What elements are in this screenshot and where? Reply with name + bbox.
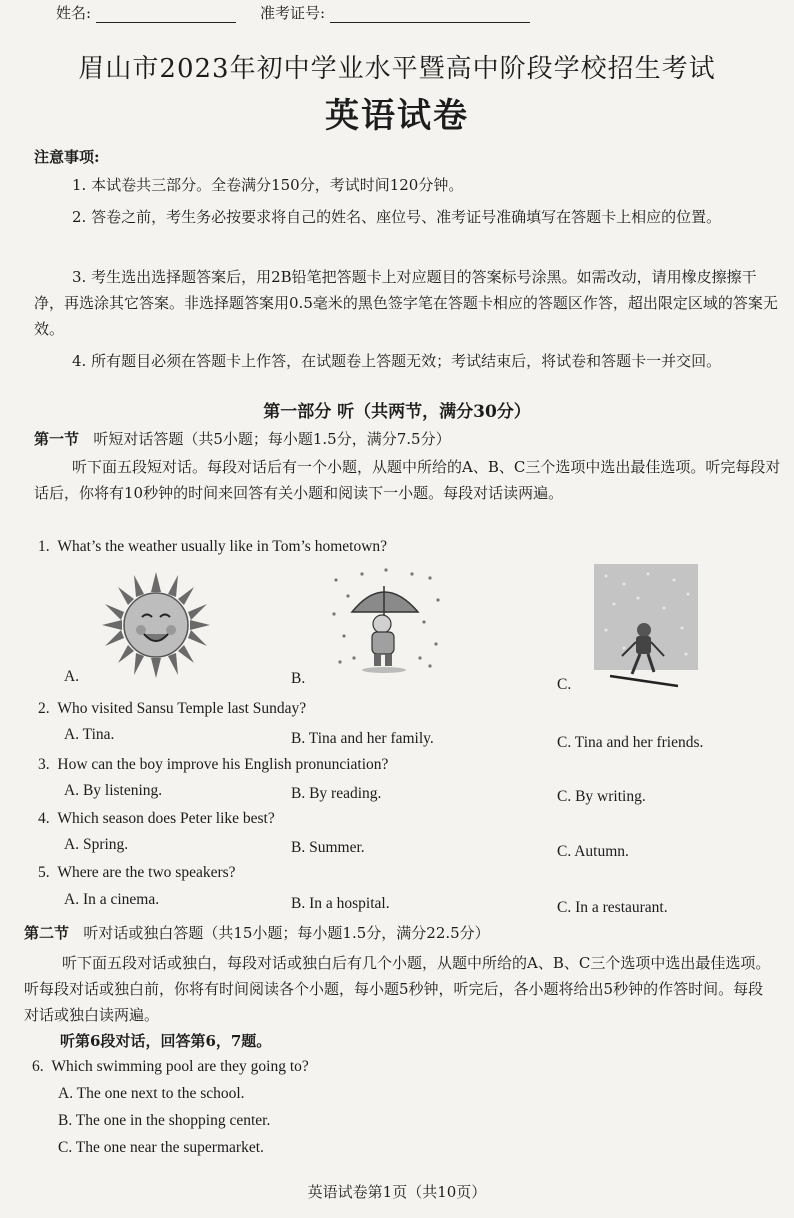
q4-option-b: B. Summer. [291,839,365,856]
exam-id-blank [330,6,530,23]
section1-title: 第一节 听短对话答题（共5小题；每小题1.5分，满分7.5分） [34,430,451,448]
q2-option-b: B. Tina and her family. [291,730,434,747]
q4-option-c: C. Autumn. [557,843,629,860]
section2-instructions: 听下面五段对话或独白，每段对话或独白后有几个小题，从题中所给的A、B、C三个选项中选出最佳选项。听每段对话或独白前，你将有时间阅读各个小题，每小题5秒钟，听完后，各小题将给出5秒钟的作答时间。每段对话或独白读两遍。 [24,954,771,1024]
q5-option-c: C. In a restaurant. [557,899,668,916]
notice-item-3: 3. 考生选出选择题答案后，用2B铅笔把答题卡上对应题目的答案标号涂黑。如需改动，请用橡皮擦擦干净，再选涂其它答案。非选择题答案用0.5毫米的黑色签字笔在答题卡相应的答题区作答，超出限定区域的答案无效。 [34,268,778,338]
part1-title: 第一部分 听（共两节，满分30分） [263,402,531,422]
section1-instructions: 听下面五段短对话。每段对话后有一个小题，从题中所给的A、B、C三个选项中选出最佳选项。听完每段对话后，你将有10秒钟的时间来回答有关小题和阅读下一小题。每段对话读两遍。 [34,458,781,502]
notice-item-1: 1. 本试卷共三部分。全卷满分150分，考试时间120分钟。 [72,176,464,194]
snow-image [594,564,698,692]
question-2: 2. Who visited Sansu Temple last Sunday? [38,700,307,717]
q2-option-a: A. Tina. [64,726,115,743]
dialogue-6-instruction: 听第6段对话，回答第6，7题。 [60,1032,272,1050]
notice-item-2: 2. 答卷之前，考生务必按要求将自己的姓名、座位号、准考证号准确填写在答题卡上相应的位置。 [72,208,722,226]
q3-option-b: B. By reading. [291,785,382,802]
q6-option-b: B. The one in the shopping center. [58,1112,271,1129]
exam-id-field [260,2,530,23]
q1-option-b: B. [291,670,306,687]
q3-option-a: A. By listening. [64,782,163,799]
section2-title: 第二节 听对话或独白答题（共15小题；每小题1.5分，满分22.5分） [24,924,490,942]
rain-image [326,566,446,676]
question-5: 5. Where are the two speakers? [38,864,236,881]
q6-option-c: C. The one near the supermarket. [58,1139,264,1156]
sun-image [100,570,212,680]
exam-title: 眉山市2023年初中学业水平暨高中阶段学校招生考试 [78,54,716,84]
exam-subject-title: 英语试卷 [325,96,469,136]
name-field [56,2,236,23]
notice-item-4: 4. 所有题目必须在答题卡上作答，在试题卷上答题无效；考试结束后，将试卷和答题卡一并交回。 [72,352,722,370]
name-label: 姓名: [56,4,92,22]
notice-heading: 注意事项: [34,148,100,166]
question-3: 3. How can the boy improve his English pronunciation? [38,756,389,773]
question-1: 1. What’s the weather usually like in Tom’s hometown? [38,538,388,555]
q1-option-c: C. [557,676,572,693]
q2-option-c: C. Tina and her friends. [557,734,704,751]
q6-option-a: A. The one next to the school. [58,1085,245,1102]
q4-option-a: A. Spring. [64,836,129,853]
q3-option-c: C. By writing. [557,788,646,805]
question-6: 6. Which swimming pool are they going to? [32,1058,309,1075]
question-4: 4. Which season does Peter like best? [38,810,275,827]
q5-option-b: B. In a hospital. [291,895,390,912]
name-blank [96,6,236,23]
page-footer: 英语试卷第1页（共10页） [307,1183,487,1201]
q5-option-a: A. In a cinema. [64,891,160,908]
q1-option-a: A. [64,668,80,685]
exam-id-label: 准考证号: [260,4,326,22]
